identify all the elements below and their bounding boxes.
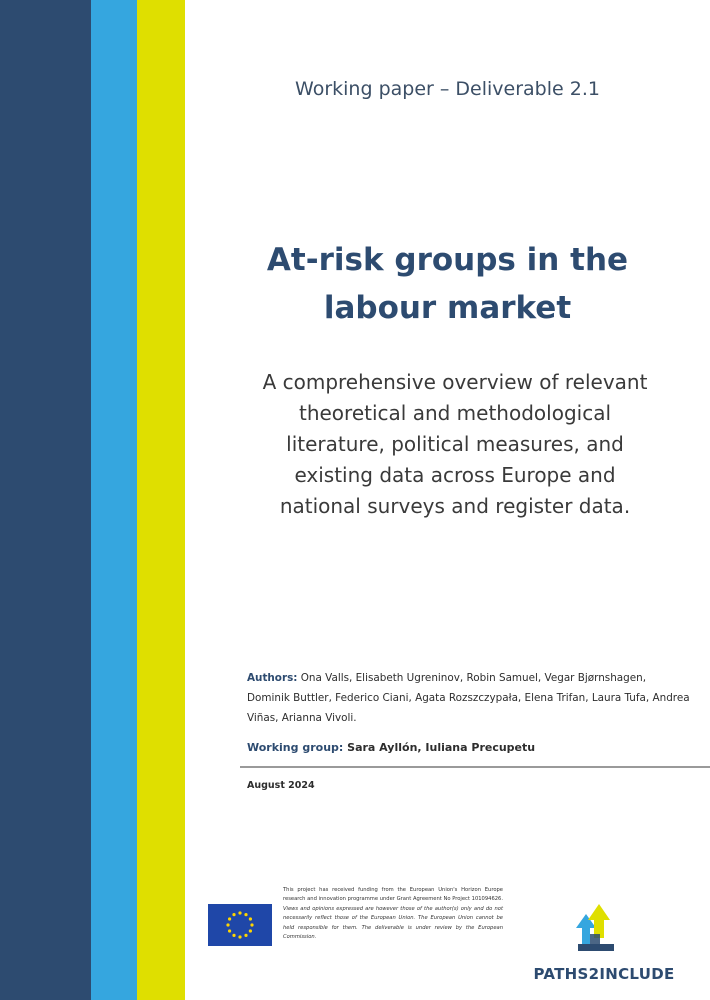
disclaimer-views: Views and opinions expressed are however those of the author(s) only and do not necessarily reflect those of the European Union. The European Union cannot be held responsible for them. The deliverable is under review by the European Commission. bbox=[283, 905, 503, 941]
title-line-1: At-risk groups in the bbox=[266, 242, 629, 278]
description-line: theoretical and methodological bbox=[298, 401, 612, 425]
page-title bbox=[185, 236, 710, 332]
deliverable-label: Working paper – Deliverable 2.1 bbox=[295, 78, 600, 100]
working-group-block bbox=[247, 741, 692, 754]
divider bbox=[240, 766, 710, 768]
eu-flag-icon bbox=[208, 904, 272, 946]
funding-disclaimer bbox=[283, 886, 503, 942]
disclaimer-funding: This project has received funding from the European Union's Horizon Europe research and innovation programme under Grant Agreement No Project 101094626. bbox=[283, 887, 503, 903]
logo-text: PATHS2INCLUDE bbox=[533, 965, 675, 983]
description-line: A comprehensive overview of relevant bbox=[262, 370, 648, 394]
description bbox=[230, 367, 680, 522]
yellow-stripe bbox=[137, 0, 185, 1000]
working-group-label: Working group: bbox=[247, 741, 344, 754]
blue-stripe bbox=[91, 0, 137, 1000]
authors-names: Ona Valls, Elisabeth Ugreninov, Robin Samuel, Vegar Bjørnshagen, Dominik Buttler, Federico Ciani, Agata Rozszczypała, Elena Trifan, Laura Tufa, Andrea Viñas, Arianna Vivoli. bbox=[247, 672, 690, 724]
description-line: existing data across Europe and bbox=[294, 463, 616, 487]
description-line: national surveys and register data. bbox=[279, 494, 631, 518]
description-line: literature, political measures, and bbox=[286, 432, 624, 456]
authors-block bbox=[247, 668, 692, 728]
authors-label: Authors: bbox=[247, 672, 298, 684]
working-group-names: Sara Ayllón, Iuliana Precupetu bbox=[347, 741, 536, 754]
paths2include-logo-icon bbox=[570, 898, 622, 958]
title-line-2: labour market bbox=[323, 290, 572, 326]
navy-stripe bbox=[0, 0, 91, 1000]
publication-date: August 2024 bbox=[247, 780, 315, 791]
